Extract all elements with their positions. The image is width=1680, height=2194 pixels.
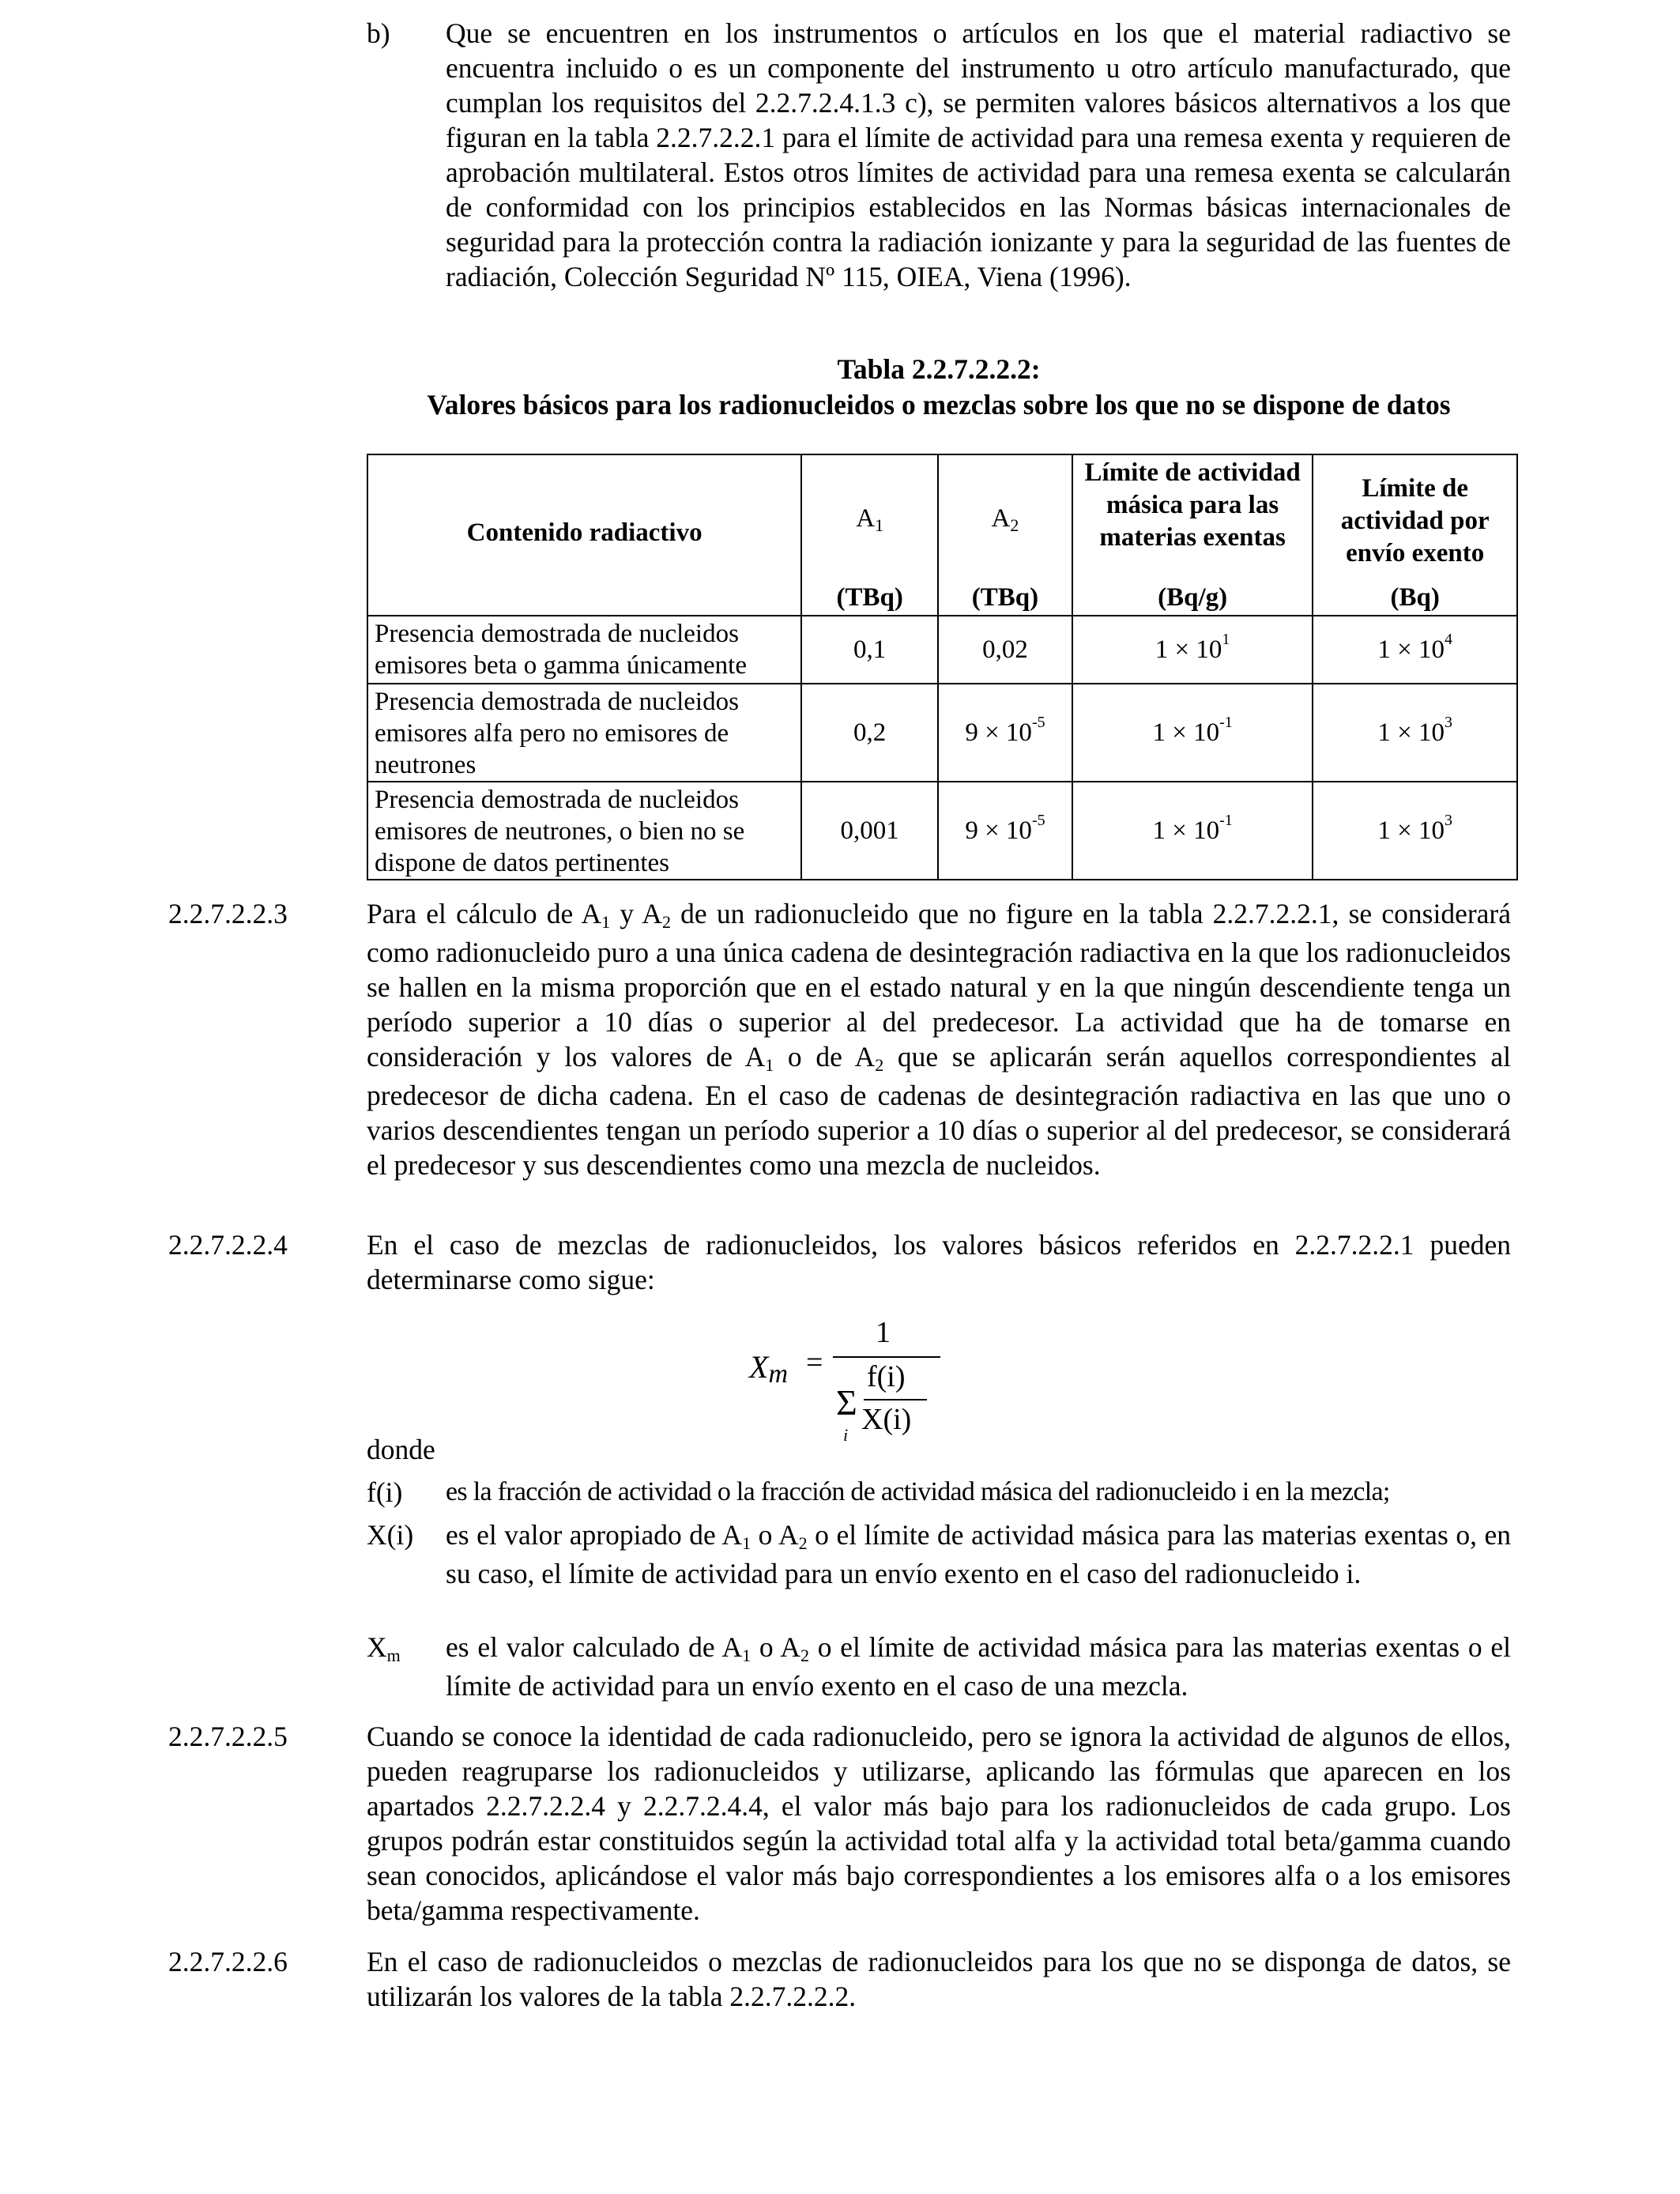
- paragraph-2-2-7-2-2-3: [168, 896, 1511, 1182]
- row-content: Presencia demostrada de nucleidos emisores alfa pero no emisores de neutrones: [367, 684, 801, 782]
- definition-term: f(i): [367, 1476, 403, 1508]
- definition-f-i: [367, 1475, 1511, 1510]
- table-row: [367, 684, 1517, 782]
- definition-text: es el valor apropiado de $A_1$ o $A_2$ o el límite de actividad másica para las materias exentas o, en su caso, el límite de actividad para un envío exento en el caso del radionucleido i.: [446, 1519, 1512, 1589]
- row-a2: $9 \times 10^{-5}$: [938, 782, 1072, 880]
- definition-text: es el valor calculado de $A_1$ o $A_2$ o el límite de actividad másica para las materias exentas o el límite de actividad para un envío exento en el caso de una mezcla.: [446, 1631, 1512, 1702]
- table-row: [367, 782, 1517, 880]
- formula-numerator: 1: [876, 1316, 891, 1349]
- formula-inner-numerator: f(i): [867, 1360, 906, 1393]
- paragraph-number: 2.2.7.2.2.5: [168, 1721, 288, 1752]
- formula-fraction-bar: [833, 1356, 940, 1358]
- table-caption-number: Tabla 2.2.7.2.2.2:: [837, 353, 1041, 385]
- definition-x-i: [367, 1517, 1511, 1591]
- row-a1: 0,2: [801, 684, 938, 782]
- paragraph-text: Para el cálculo de $A_1$ y $A_2$ de un radionucleido que no figure en la tabla 2.2.7.2.2.1, se considerará como radionucleido puro a una única cadena de desintegración radiactiva en la que los radionucleidos se hallen en la misma proporción que en el estado natural y en la que ningún descendiente tenga un período superior a 10 días o superior al del predecesor. La actividad que ha de tomarse en consideración y los valores de $A_1$ o de $A_2$ que se aplicarán serán aquellos correspondientes al predecesor de dicha cadena. En el caso de cadenas de desintegración radiactiva en las que uno o varios descendientes tengan un período superior a 10 días o superior al del predecesor, se considerará el predecesor y sus descendientes como una mezcla de nucleidos.: [367, 898, 1512, 1181]
- formula-sigma: Σ: [836, 1382, 857, 1423]
- formula-lhs: Xm: [749, 1349, 788, 1389]
- paragraph-number: 2.2.7.2.2.6: [168, 1946, 288, 1977]
- definition-text: es la fracción de actividad o la fracción de actividad másica del radionucleido i en la mezcla;: [446, 1477, 1390, 1506]
- donde-label: donde: [367, 1434, 435, 1465]
- formula-inner-denominator: X(i): [861, 1403, 912, 1436]
- paragraph-text: En el caso de mezclas de radionucleidos, los valores básicos referidos en 2.2.7.2.2.1 pueden determinarse como sigue:: [367, 1229, 1511, 1295]
- paragraph-2-2-7-2-2-6: [168, 1944, 1511, 2014]
- mixture-formula: [743, 1316, 948, 1446]
- row-mass-limit: $1 \times 10^{-1}$: [1072, 684, 1313, 782]
- row-consignment-limit: $1 \times 10^3$: [1313, 782, 1517, 880]
- list-item-text: Que se encuentren en los instrumentos o artículos en los que el material radiactivo se encuentra incluido o es un componente del instrumento u otro artículo manufacturado, que cumplan los requisitos del 2.2.7.2.4.1.3 c), se permiten valores básicos alternativos a los que figuran en la tabla 2.2.7.2.2.1 para el límite de actividad para una remesa exenta y requieren de aprobación multilateral. Estos otros límites de actividad para una remesa exenta se calcularán de conformidad con los principios establecidos en las Normas básicas internacionales de seguridad para la protección contra la radiación ionizante y para la seguridad de las fuentes de radiación, Colección Seguridad Nº 115, OIEA, Viena (1996).: [446, 17, 1511, 292]
- definition-term: X(i): [367, 1519, 414, 1551]
- definition-term: $X_m$: [367, 1631, 401, 1665]
- header-mass-limit: Límite de actividad másica para las materias exentas (Bq/g): [1072, 454, 1313, 616]
- table-row: [367, 616, 1517, 684]
- formula-inner-fraction-bar: [864, 1399, 927, 1400]
- row-mass-limit: $1 \times 10^{-1}$: [1072, 782, 1313, 880]
- row-mass-limit: $1 \times 10^1$: [1072, 616, 1313, 684]
- row-a2: $9 \times 10^{-5}$: [938, 684, 1072, 782]
- row-consignment-limit: $1 \times 10^3$: [1313, 684, 1517, 782]
- list-item-label: b): [367, 17, 390, 49]
- table-caption-title: Valores básicos para los radionucleidos o mezclas sobre los que no se dispone de datos: [427, 389, 1451, 420]
- paragraph-number: 2.2.7.2.2.3: [168, 898, 288, 929]
- row-content: Presencia demostrada de nucleidos emisores de neutrones, o bien no se dispone de datos pertinentes: [367, 782, 801, 880]
- formula-sigma-index: i: [843, 1425, 849, 1445]
- paragraph-number: 2.2.7.2.2.4: [168, 1229, 288, 1261]
- formula-equals: =: [806, 1346, 823, 1379]
- header-a2: $A_2$ (TBq): [938, 454, 1072, 616]
- row-a2: 0,02: [938, 616, 1072, 684]
- paragraph-text: En el caso de radionucleidos o mezclas de radionucleidos para los que no se disponga de datos, se utilizarán los valores de la tabla 2.2.7.2.2.2.: [367, 1946, 1511, 2012]
- row-consignment-limit: $1 \times 10^4$: [1313, 616, 1517, 684]
- values-table: [367, 454, 1518, 880]
- row-a1: 0,001: [801, 782, 938, 880]
- paragraph-2-2-7-2-2-5: [168, 1719, 1511, 1928]
- header-consignment-limit: Límite de actividad por envío exento (Bq): [1313, 454, 1517, 616]
- definition-x-m: [367, 1630, 1511, 1703]
- row-content: Presencia demostrada de nucleidos emisores beta o gamma únicamente: [367, 616, 801, 684]
- header-a1: $A_1$ (TBq): [801, 454, 938, 616]
- header-content: Contenido radiactivo: [367, 454, 801, 616]
- row-a1: 0,1: [801, 616, 938, 684]
- paragraph-text: Cuando se conoce la identidad de cada radionucleido, pero se ignora la actividad de algunos de ellos, pueden reagruparse los radionucleidos y utilizarse, aplicando las fórmulas que aparecen en los apartados 2.2.7.2.2.4 y 2.2.7.2.4.4, el valor más bajo para los radionucleidos de cada grupo. Los grupos podrán estar constituidos según la actividad total alfa y la actividad total beta/gamma cuando sean conocidos, aplicándose el valor más bajo correspondientes a los emisores alfa o a los emisores beta/gamma respectivamente.: [367, 1721, 1511, 1926]
- table-header-row: [367, 454, 1517, 616]
- paragraph-2-2-7-2-2-4: [168, 1227, 1511, 1297]
- list-item-b: [367, 16, 1511, 294]
